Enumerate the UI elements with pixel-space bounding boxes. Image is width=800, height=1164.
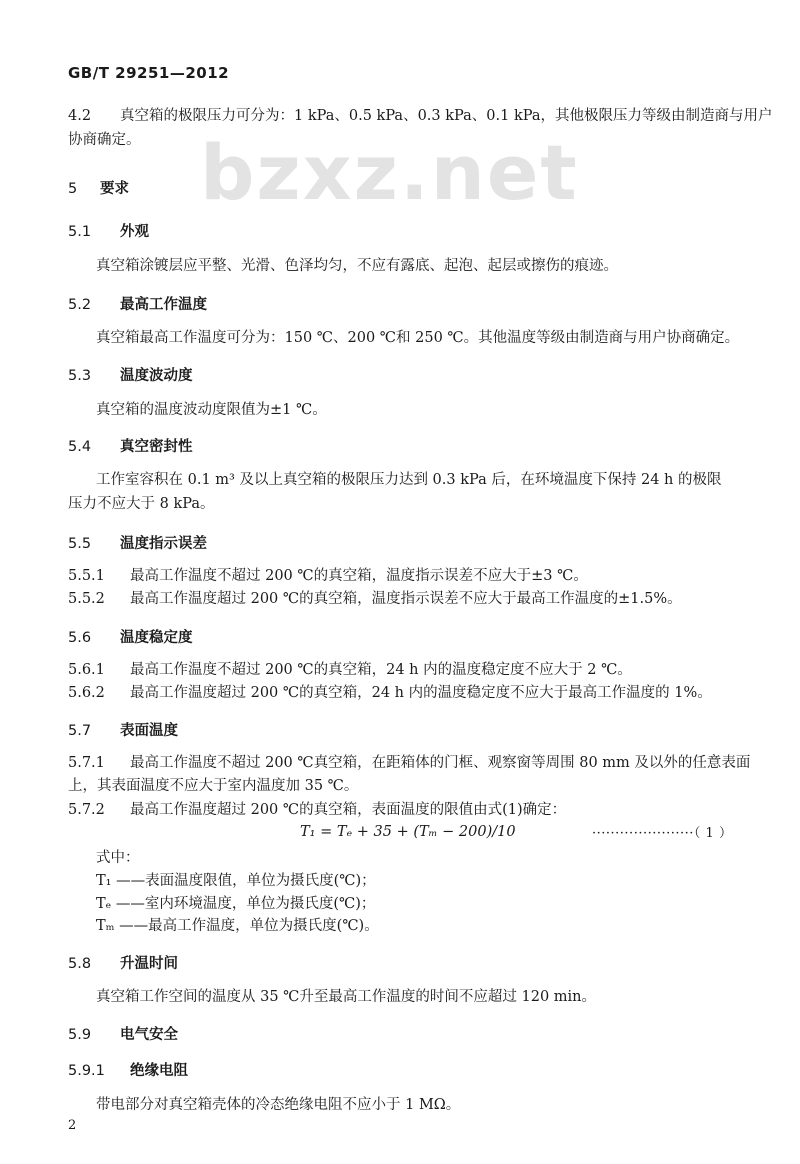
clause-number: 5.5.1 (68, 568, 105, 584)
section-5-5-heading (68, 532, 207, 553)
section-5-7-heading (68, 719, 178, 740)
section-5-3-text: 真空箱的温度波动度限值为±1 ℃。 (96, 402, 327, 418)
formula-number-label: （ 1 ） (693, 826, 733, 841)
clause-number: 4.2 (68, 108, 92, 124)
section-5-4-text-line2: 压力不应大于 8 kPa。 (68, 496, 215, 512)
section-5-2-heading (68, 293, 207, 314)
formula-def: Tₑ ——室内环境温度，单位为摄氏度(℃)； (96, 896, 376, 912)
section-number: 5.7 (68, 723, 92, 739)
section-title: 绝缘电阻 (130, 1063, 188, 1079)
watermark: bzxz.net (200, 128, 579, 217)
clause-text: 最高工作温度超过 200 ℃的真空箱，24 h 内的温度稳定度不应大于最高工作温度的 1%。 (130, 685, 712, 701)
clause-5-7-1 (68, 753, 750, 773)
clause-5-5-2 (68, 589, 682, 609)
section-title: 温度指示误差 (120, 536, 207, 552)
section-title: 要求 (100, 181, 129, 197)
formula-def: T₁ ——表面温度限值，单位为摄氏度(℃)； (96, 873, 376, 889)
formula-1: T₁ = Tₑ + 35 + (Tₘ − 200)/10 (300, 824, 516, 840)
page-number: 2 (68, 1118, 77, 1133)
formula-def: Tₘ ——最高工作温度，单位为摄氏度(℃)。 (96, 918, 379, 934)
section-title: 温度稳定度 (120, 630, 193, 646)
clause-5-5-1 (68, 566, 588, 586)
section-number: 5.4 (68, 439, 92, 455)
section-5-3-heading (68, 364, 193, 385)
clause-5-6-1 (68, 660, 632, 680)
section-5-4-heading (68, 435, 193, 456)
clause-number: 5.7.2 (68, 802, 105, 818)
section-title: 表面温度 (120, 723, 178, 739)
section-number: 5.8 (68, 956, 92, 972)
section-number: 5.3 (68, 368, 92, 384)
section-title: 真空密封性 (120, 439, 193, 455)
clause-text: 最高工作温度不超过 200 ℃的真空箱，24 h 内的温度稳定度不应大于 2 ℃。 (130, 662, 632, 678)
section-title: 最高工作温度 (120, 297, 207, 313)
section-5-8-text: 真空箱工作空间的温度从 35 ℃升至最高工作温度的时间不应超过 120 min。 (96, 989, 597, 1005)
section-number: 5.9.1 (68, 1063, 105, 1079)
section-number: 5.2 (68, 297, 92, 313)
section-5-8-heading (68, 952, 178, 973)
clause-text: 真空箱的极限压力可分为：1 kPa、0.5 kPa、0.3 kPa、0.1 kPa，其他极限压力等级由制造商与用户 (120, 108, 773, 124)
section-5-heading (68, 177, 129, 198)
formula-number (592, 824, 732, 844)
section-5-6-heading (68, 626, 193, 647)
clause-4-2 (68, 106, 772, 126)
section-5-9-1-text: 带电部分对真空箱壳体的冷态绝缘电阻不应小于 1 MΩ。 (96, 1097, 461, 1113)
clause-text: 最高工作温度超过 200 ℃的真空箱，温度指示误差不应大于最高工作温度的±1.5%。 (130, 591, 682, 607)
clause-text: 最高工作温度不超过 200 ℃的真空箱，温度指示误差不应大于±3 ℃。 (130, 568, 588, 584)
section-5-4-text-line1: 工作室容积在 0.1 m³ 及以上真空箱的极限压力达到 0.3 kPa 后，在环境温度下保持 24 h 的极限 (96, 472, 722, 488)
clause-number: 5.6.2 (68, 685, 105, 701)
section-title: 温度波动度 (120, 368, 193, 384)
section-5-9-heading (68, 1023, 178, 1044)
clause-number: 5.7.1 (68, 755, 105, 771)
clause-5-6-2 (68, 683, 712, 703)
section-title: 升温时间 (120, 956, 178, 972)
clause-5-7-2 (68, 800, 566, 820)
clause-4-2-continuation: 协商确定。 (68, 132, 141, 148)
section-number: 5.1 (68, 224, 92, 240)
clause-5-7-1-continuation: 上，其表面温度不应大于室内温度加 35 ℃。 (68, 778, 359, 794)
section-title: 外观 (120, 224, 149, 240)
section-number: 5.9 (68, 1027, 92, 1043)
section-5-9-1-heading (68, 1059, 188, 1080)
clause-number: 5.5.2 (68, 591, 105, 607)
section-5-1-text: 真空箱涂镀层应平整、光滑、色泽均匀，不应有露底、起泡、起层或擦伤的痕迹。 (96, 258, 618, 274)
clause-text: 最高工作温度超过 200 ℃的真空箱，表面温度的限值由式(1)确定： (130, 802, 567, 818)
section-number: 5 (68, 181, 78, 197)
clause-number: 5.6.1 (68, 662, 105, 678)
formula-leader-dots: ······················ (592, 826, 694, 841)
section-5-2-text: 真空箱最高工作温度可分为：150 ℃、200 ℃和 250 ℃。其他温度等级由制造商与用户协商确定。 (96, 330, 740, 346)
standard-code: GB/T 29251—2012 (68, 64, 230, 82)
formula-where-label: 式中： (96, 850, 140, 866)
section-5-1-heading (68, 220, 149, 241)
clause-text: 最高工作温度不超过 200 ℃真空箱，在距箱体的门框、观察窗等周围 80 mm 及以外的任意表面 (130, 755, 751, 771)
section-number: 5.5 (68, 536, 92, 552)
section-title: 电气安全 (120, 1027, 178, 1043)
section-number: 5.6 (68, 630, 92, 646)
